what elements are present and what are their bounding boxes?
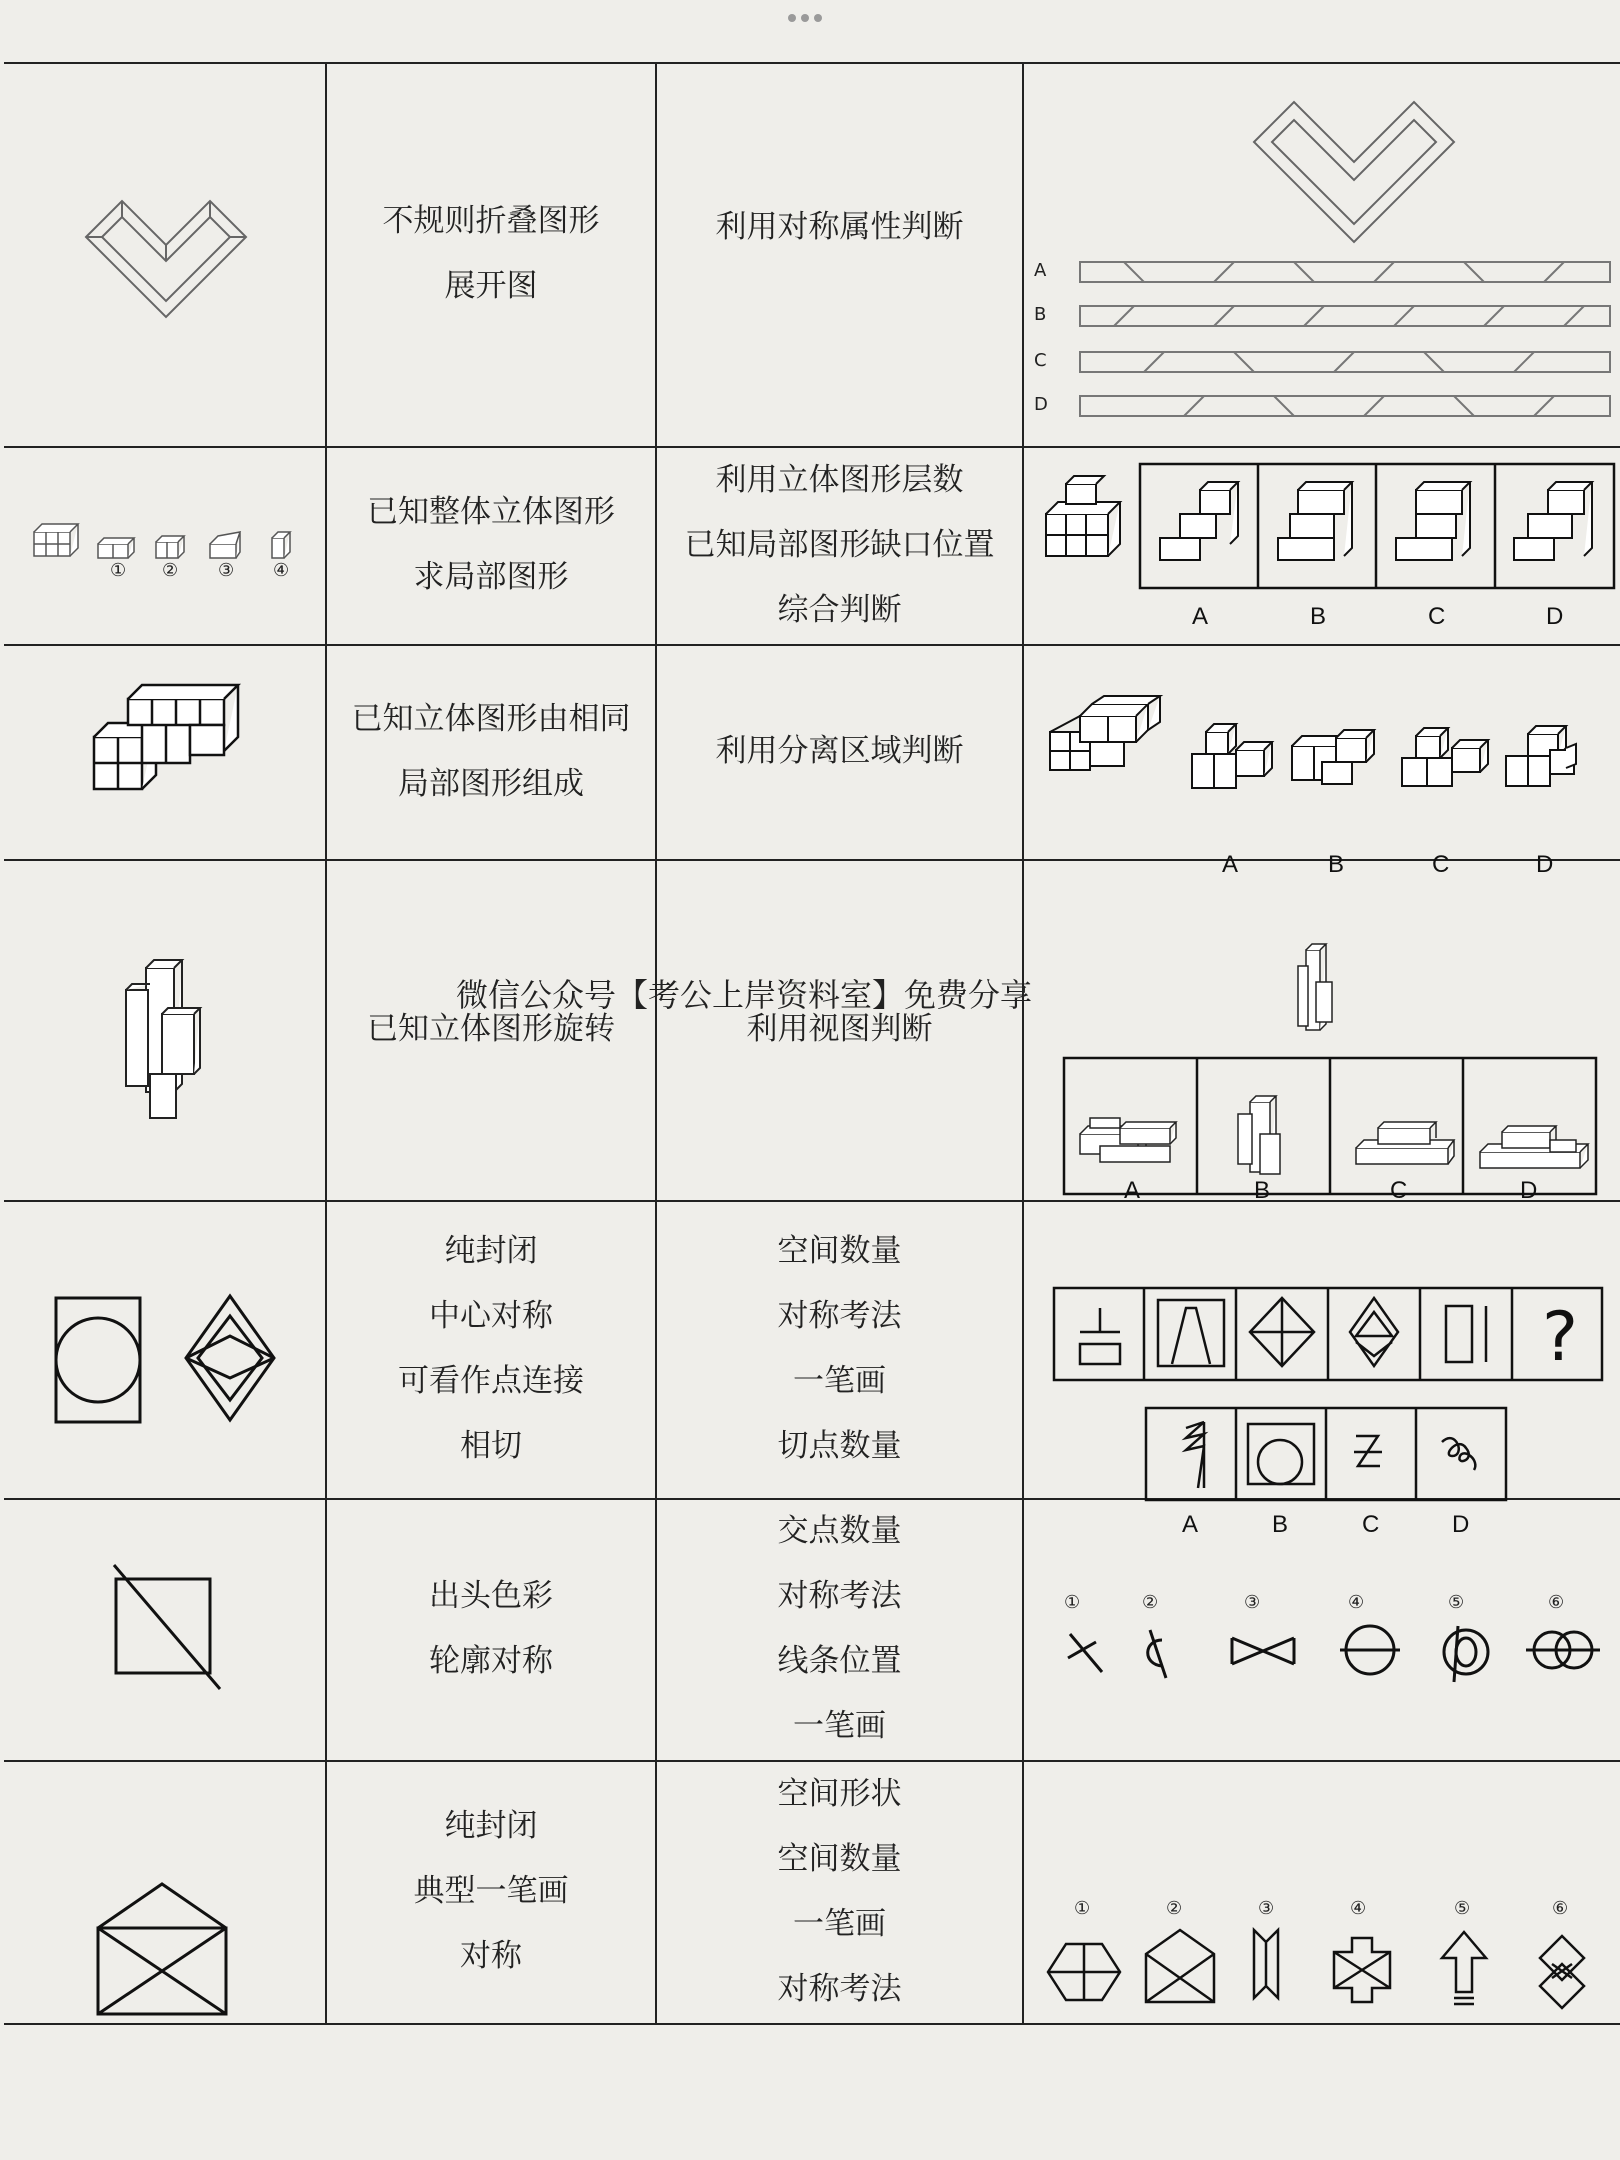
svg-text:D: D <box>1536 851 1554 878</box>
row7-type <box>327 1760 655 2023</box>
row2-method-line1: 利用立体图形层数 <box>715 461 964 498</box>
row5-type <box>327 1200 655 1498</box>
row7-method-line1: 空间形状 <box>777 1775 902 1812</box>
svg-text:A: A <box>1222 851 1239 878</box>
more-menu-icon[interactable] <box>788 14 822 22</box>
row7-method <box>657 1760 1022 2023</box>
row5-type-line2: 中心对称 <box>429 1298 553 1334</box>
envelope-figure <box>94 1882 234 2022</box>
svg-text:B: B <box>1328 851 1345 878</box>
svg-text:B: B <box>1272 1511 1289 1538</box>
row7-method-line4: 对称考法 <box>777 1970 902 2007</box>
row2-type-line2: 求局部图形 <box>413 559 569 595</box>
line-figure-options <box>1054 1582 1614 1702</box>
closed-shapes-options <box>1050 1284 1610 1538</box>
row1-method-line1: 利用对称属性判断 <box>715 208 964 245</box>
svg-text:C: C <box>1428 603 1446 630</box>
svg-text:B: B <box>1310 603 1327 630</box>
svg-text:③: ③ <box>1258 1898 1275 1919</box>
svg-text:①: ① <box>110 560 127 581</box>
cube-assembly-figure <box>90 677 250 797</box>
svg-text:D: D <box>1034 394 1048 415</box>
row7-method-line2: 空间数量 <box>777 1840 902 1877</box>
svg-text:B: B <box>1254 1177 1271 1204</box>
svg-text:③: ③ <box>218 560 235 581</box>
crossed-square-figure <box>112 1563 232 1693</box>
rotated-solid-figure <box>122 954 206 1124</box>
row1-method <box>657 62 1022 392</box>
svg-text:C: C <box>1390 1177 1408 1204</box>
row6-method-line1: 交点数量 <box>777 1513 902 1549</box>
svg-text:D: D <box>1520 1177 1538 1204</box>
svg-text:②: ② <box>1142 1592 1159 1613</box>
strip-options <box>1034 260 1610 416</box>
svg-text:②: ② <box>162 560 179 581</box>
svg-text:D: D <box>1452 1511 1470 1538</box>
row1-type-line2: 展开图 <box>444 268 538 304</box>
row3-type-line1: 已知立体图形由相同 <box>351 700 631 737</box>
rotation-options <box>1060 934 1600 1204</box>
row6-type <box>327 1498 655 1760</box>
row3-method-line1: 利用分离区域判断 <box>715 733 964 769</box>
svg-text:C: C <box>1362 1511 1380 1538</box>
svg-text:⑥: ⑥ <box>1548 1592 1565 1613</box>
row7-type-line2: 典型一笔画 <box>413 1873 569 1909</box>
row1-type-line1: 不规则折叠图形 <box>382 203 600 239</box>
heart-unfold-options <box>1034 90 1614 430</box>
row5-method-line4: 切点数量 <box>777 1428 902 1464</box>
svg-text:⑥: ⑥ <box>1552 1898 1569 1919</box>
row2-type <box>327 446 655 644</box>
row7-type-line3: 对称 <box>460 1938 522 1974</box>
svg-text:C: C <box>1432 851 1450 878</box>
row3-method <box>657 644 1022 859</box>
cube-pieces-options <box>1046 674 1606 878</box>
row7-type-line1: 纯封闭 <box>444 1808 538 1844</box>
row5-type-line1: 纯封闭 <box>444 1233 538 1269</box>
cube-partial-options <box>1042 464 1618 634</box>
svg-text:A: A <box>1124 1177 1141 1204</box>
row6-type-line2: 轮廓对称 <box>429 1643 553 1679</box>
row6-method <box>657 1498 1022 1760</box>
row2-type-line1: 已知整体立体图形 <box>367 494 615 530</box>
row3-type-line2: 局部图形组成 <box>398 765 584 802</box>
row4-type-line1: 已知立体图形旋转 <box>367 1011 615 1047</box>
summary-table <box>4 62 1620 2025</box>
row6-method-line4: 一笔画 <box>793 1708 886 1744</box>
svg-text:A: A <box>1182 1511 1199 1538</box>
svg-text:④: ④ <box>1348 1592 1365 1613</box>
svg-text:⑤: ⑤ <box>1448 1592 1465 1613</box>
svg-text:②: ② <box>1166 1898 1183 1919</box>
row5-method-line2: 对称考法 <box>777 1298 902 1334</box>
row5-type-line3: 可看作点连接 <box>398 1363 584 1399</box>
folded-heart-figure <box>82 187 252 327</box>
svg-text:A: A <box>1034 260 1047 281</box>
svg-text:A: A <box>1192 603 1209 630</box>
svg-text:B: B <box>1034 304 1047 325</box>
row4-type <box>327 859 655 1200</box>
watermark-text: 微信公众号【考公上岸资料室】免费分享 <box>456 976 1033 1014</box>
svg-text:D: D <box>1546 603 1564 630</box>
svg-text:⑤: ⑤ <box>1454 1898 1471 1919</box>
row7-method-line3: 一笔画 <box>793 1905 886 1942</box>
svg-text:C: C <box>1034 350 1047 371</box>
svg-text:①: ① <box>1064 1592 1081 1613</box>
row3-type <box>327 644 655 859</box>
one-stroke-options <box>1044 1890 1604 2020</box>
row2-method <box>657 446 1022 644</box>
svg-text:①: ① <box>1074 1898 1091 1919</box>
cube-stack-thumbnails <box>32 514 302 584</box>
row6-method-line2: 对称考法 <box>777 1578 902 1614</box>
row2-method-line3: 综合判断 <box>777 591 902 628</box>
row6-method-line3: 线条位置 <box>777 1643 902 1679</box>
row5-method-line1: 空间数量 <box>777 1233 902 1269</box>
row5-type-line4: 相切 <box>460 1428 522 1464</box>
svg-text:③: ③ <box>1244 1592 1261 1613</box>
svg-text:④: ④ <box>1350 1898 1367 1919</box>
row2-method-line2: 已知局部图形缺口位置 <box>684 526 995 563</box>
svg-text:④: ④ <box>273 560 290 581</box>
svg-text:?: ? <box>1542 1298 1579 1377</box>
row5-method <box>657 1200 1022 1498</box>
row1-type <box>327 62 655 446</box>
row4-method <box>657 859 1022 1200</box>
closed-shapes-figure <box>52 1292 292 1422</box>
row4-method-line1: 利用视图判断 <box>746 1011 933 1047</box>
row6-type-line1: 出头色彩 <box>429 1578 553 1614</box>
row5-method-line3: 一笔画 <box>793 1363 886 1399</box>
